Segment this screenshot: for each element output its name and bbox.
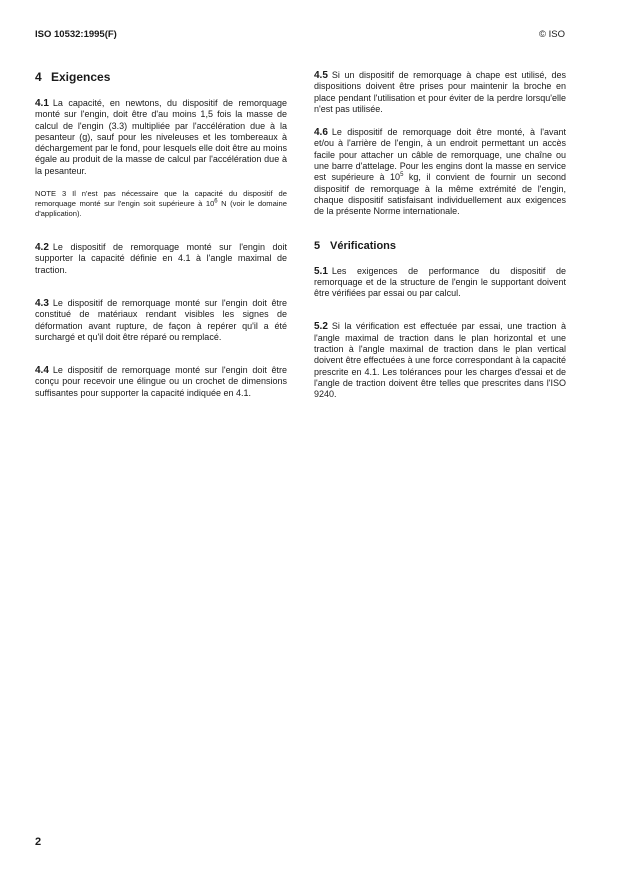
note-3	[35, 189, 287, 219]
clause-number: 4.4	[35, 365, 49, 377]
note-exponent: 6	[214, 198, 218, 205]
clause-4-4	[35, 365, 287, 399]
section-number: 4	[35, 70, 42, 84]
standard-reference: ISO 10532:1995(F)	[35, 29, 117, 40]
clause-number: 4.5	[314, 70, 328, 81]
clause-4-2	[35, 242, 287, 276]
clause-number: 4.2	[35, 242, 49, 254]
clause-4-6	[314, 127, 566, 217]
clause-text: Le dispositif de remorquage monté sur l'engin doit être conçu pour recevoir une élingue ou un crochet de dimensions suffisantes pour supporter la capacité indiquée en 4.1.	[35, 365, 287, 398]
clause-number: 5.2	[314, 321, 328, 333]
note-text-end: N (voir le domaine d'application).	[35, 199, 287, 219]
clause-number: 5.1	[314, 265, 328, 277]
section-4-heading	[35, 70, 287, 84]
copyright-mark: © ISO	[538, 29, 565, 40]
clause-text-start: Le dispositif de remorquage doit être monté, à l'avant et/ou à l'arrière de l'engin, à un endroit permettant un accès facile pour attacher un câble de remorquage, une chaîne ou une barre d'attelage. Pour les engins dont la masse en service est supérieure à 10	[314, 127, 566, 183]
clause-text: Si un dispositif de remorquage à chape est utilisé, des dispositions doivent être prises pour maintenir la broche en place pendant l'utilisation et pour éviter de la perdre lorsqu'elle n'est pas utilisée.	[314, 70, 566, 114]
page-number: 2	[35, 836, 42, 848]
clause-5-1	[314, 266, 566, 300]
clause-text: Les exigences de performance du dispositif de remorquage et de la structure de l'engin le supportant doivent être vérifiées par essai ou par calcul.	[314, 265, 566, 299]
section-title: Vérifications	[330, 239, 397, 252]
clause-4-5	[314, 70, 566, 115]
section-title: Exigences	[51, 70, 111, 84]
clause-exponent: 5	[400, 172, 404, 179]
left-column	[35, 70, 287, 411]
note-text-start: NOTE 3 Il n'est pas nécessaire que la capacité du dispositif de remorquage monté sur l'engin soit supérieure à 10	[35, 189, 287, 209]
clause-number: 4.6	[314, 127, 328, 139]
clause-text: Si la vérification est effectuée par essai, une traction à l'angle maximal de traction dans le plan horizontal et une traction à l'angle maximal de traction dans le plan vertical doivent être effectuées à une force correspondant à la capacité prescrite en 4.1. Les tolérances pour les charges d'essai et de l'angle de traction doivent être telles que prescrites dans l'ISO 9240.	[314, 321, 566, 400]
clause-4-3	[35, 298, 287, 343]
right-column	[314, 70, 566, 413]
clause-number: 4.3	[35, 297, 49, 309]
section-number: 5	[314, 239, 321, 252]
clause-text-end: kg, il convient de fournir un second dispositif de remorquage à la même extrémité de l'engin, chaque dispositif satisfaisant individuellement aux exigences de la présente Norme internationale.	[314, 172, 566, 217]
clause-text: La capacité, en newtons, du dispositif de remorquage monté sur l'engin, doit être d'au moins 1,5 fois la masse de calcul de l'engin (3.3) multipliée par l'accélération due à la pesanteur (g), sauf pour les niveleuses et les tombereaux à déchargement par le fond, pour lesquels elle doit être au moins égale au produit de la masse de calcul par l'accélération due à la pesanteur.	[35, 98, 287, 176]
clause-5-2	[314, 321, 566, 400]
clause-4-1	[35, 98, 287, 177]
clause-text: Le dispositif de remorquage monté sur l'engin doit être constitué de matériaux rendant visibles les signes de déformation avant rupture, de façon à repérer qu'il a été surchargé et qu'il doit être réparé ou remplacé.	[35, 297, 287, 342]
clause-text: Le dispositif de remorquage monté sur l'engin doit supporter la capacité définie en 4.1 à l'angle maximal de traction.	[35, 242, 287, 275]
section-5-heading	[314, 240, 566, 252]
clause-number: 4.1	[35, 98, 49, 109]
